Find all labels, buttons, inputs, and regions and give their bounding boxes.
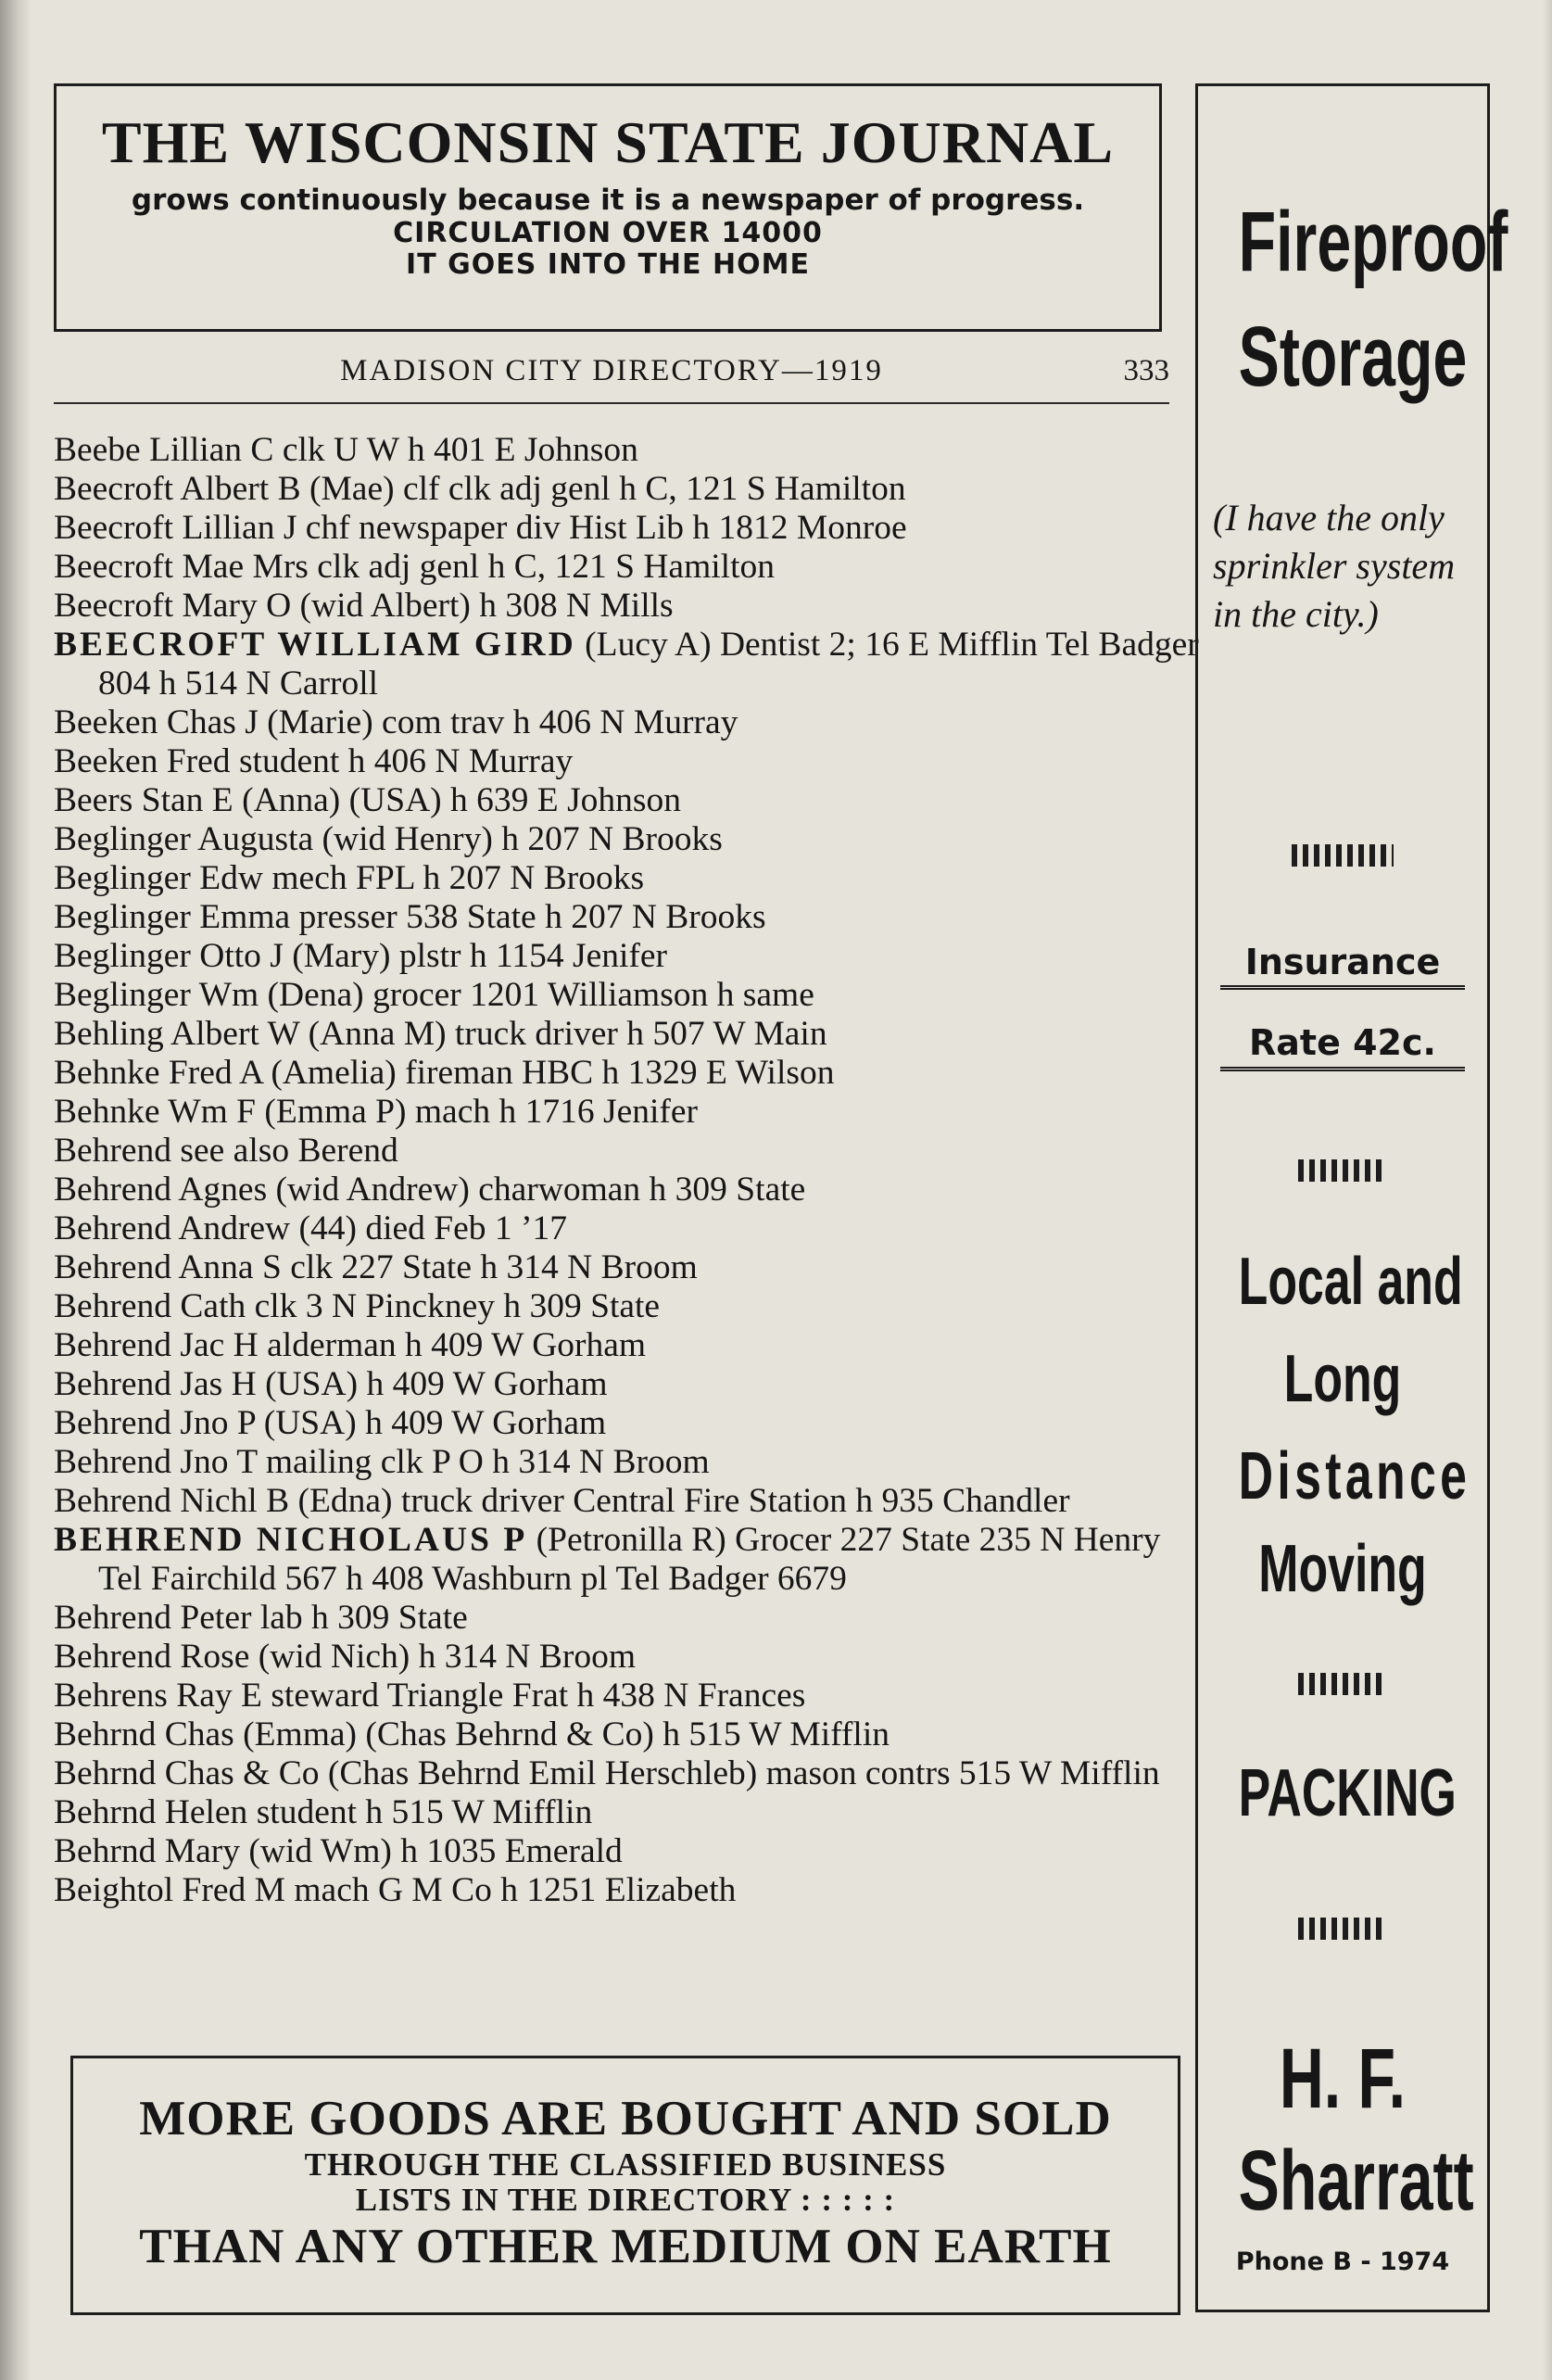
entry-details: (Anna) (USA) h 639 E Johnson — [233, 781, 682, 819]
directory-entry — [54, 1209, 1184, 1248]
directory-entry — [54, 703, 1184, 742]
directory-entry — [54, 1171, 1184, 1209]
entry-details: clk 3 N Pinckney h 309 State — [246, 1287, 661, 1325]
entry-details: (wid Henry) h 207 N Brooks — [313, 820, 723, 858]
entry-details: alderman h 409 W Gorham — [258, 1326, 647, 1364]
side-ad-proprietor: Sharratt — [1238, 2133, 1474, 2228]
entry-name: Beecroft Lillian J — [54, 509, 297, 547]
entry-name: Beglinger Wm — [54, 976, 259, 1014]
directory-entry — [54, 1132, 1184, 1171]
entry-name: Beglinger Edw — [54, 859, 263, 897]
entry-details: (Amelia) fireman HBC h 1329 E Wilson — [261, 1054, 835, 1092]
entry-details: (Emma) (Chas Behrnd & Co) h 515 W Mifflin — [233, 1715, 890, 1753]
entry-details: (wid Nich) h 314 N Broom — [249, 1638, 637, 1676]
directory-entry — [54, 1715, 1184, 1754]
entry-name: Behrnd Chas — [54, 1715, 234, 1753]
entry-name: Behnke Fred A — [54, 1054, 262, 1092]
entry-name: BEECROFT WILLIAM GIRD — [54, 626, 576, 664]
directory-entry — [54, 1832, 1184, 1871]
entry-details: mech FPL h 207 N Brooks — [263, 859, 645, 897]
directory-entry — [54, 1521, 1210, 1599]
entry-details: (Emma P) mach h 1716 Jenifer — [256, 1093, 698, 1131]
directory-entry — [54, 820, 1184, 859]
entry-details: (Chas Behrnd Emil Herschleb) mason contrs 515 W Mifflin — [319, 1754, 1160, 1792]
bottom-ad-closing: THAN ANY OTHER MEDIUM ON EARTH — [139, 2220, 1112, 2273]
entry-details: (USA) h 409 W Gorham — [255, 1404, 607, 1442]
entry-name: Behrnd Helen — [54, 1793, 248, 1831]
directory-entry — [54, 1793, 1184, 1832]
entry-name: Behrnd Mary — [54, 1832, 240, 1870]
directory-listings — [54, 431, 1199, 1910]
entry-name: Behrend Jno T — [54, 1443, 258, 1481]
side-ad-moving: Moving — [1258, 1532, 1427, 1606]
entry-name: BEHREND NICHOLAUS P — [54, 1521, 528, 1559]
entry-details: (wid Wm) h 1035 Emerald — [240, 1832, 623, 1870]
directory-entry — [54, 1677, 1184, 1715]
directory-entry — [54, 1248, 1184, 1287]
side-ad-divider-bars — [1198, 844, 1487, 867]
entry-name: Behrend Nichl B — [54, 1482, 290, 1520]
page-edge-shadow — [1543, 0, 1552, 2380]
directory-entry — [54, 1599, 1184, 1638]
entry-name: Beecroft Mae Mrs — [54, 548, 309, 586]
entry-name: Behrend Andrew — [54, 1209, 291, 1247]
entry-details: (44) died Feb 1 ’17 — [290, 1209, 568, 1247]
directory-entry — [54, 859, 1184, 898]
directory-entry — [54, 1404, 1184, 1443]
directory-entry — [54, 1287, 1184, 1326]
entry-details: (Edna) truck driver Central Fire Station h 935 Chandler — [289, 1482, 1070, 1520]
entry-name: Beglinger Augusta — [54, 820, 314, 858]
directory-entry — [54, 1015, 1184, 1054]
directory-entry — [54, 1093, 1184, 1132]
entry-name: Behnke Wm F — [54, 1093, 257, 1131]
entry-details: (Mae) clf clk adj genl h C, 121 S Hamilton — [300, 470, 906, 508]
entry-details: (Lucy A) Dentist 2; 16 E Mifflin Tel Badger 804 h 514 N Carroll — [98, 626, 1199, 703]
entry-name: Beers Stan E — [54, 781, 233, 819]
directory-entry — [54, 1871, 1184, 1910]
entry-name: Beglinger Emma — [54, 898, 291, 936]
entry-name: Behrend Jno P — [54, 1404, 256, 1442]
directory-entry — [54, 626, 1210, 703]
directory-entry — [54, 431, 1184, 470]
side-ad-phone: Phone B - 1974 — [1235, 2247, 1450, 2276]
side-ad-local: Local and — [1238, 1245, 1463, 1319]
ad-home-line: IT GOES INTO THE HOME — [406, 248, 810, 281]
directory-entry — [54, 1638, 1184, 1677]
entry-details: (USA) h 409 W Gorham — [256, 1365, 608, 1403]
directory-entry — [54, 937, 1184, 976]
entry-name: Behrend Cath — [54, 1287, 246, 1325]
entry-name: Behrend Rose — [54, 1638, 250, 1676]
side-ad-divider-bars — [1198, 1673, 1487, 1695]
entry-details: (Dena) grocer 1201 Williamson h same — [259, 976, 814, 1014]
directory-entry — [54, 548, 1184, 587]
entry-name: Beeken Chas J — [54, 703, 259, 741]
page-number: 333 — [1123, 354, 1169, 387]
directory-title: MADISON CITY DIRECTORY—1919 — [340, 354, 883, 387]
side-ad-initials: H. F. — [1279, 2032, 1407, 2126]
directory-entry — [54, 509, 1184, 548]
entry-name: Behrnd Chas & Co — [54, 1754, 320, 1792]
entry-name: Behrend Peter — [54, 1599, 252, 1637]
side-ad-fireproof: Fireproof — [1238, 195, 1508, 289]
directory-entry — [54, 1754, 1210, 1793]
sharratt-storage-ad — [1195, 83, 1508, 2312]
bottom-ad-line-2: THROUGH THE CLASSIFIED BUSINESS — [304, 2146, 947, 2183]
directory-entry — [54, 470, 1184, 509]
entry-name: Beebe Lillian C — [54, 431, 274, 469]
entry-details: student h 515 W Mifflin — [247, 1793, 593, 1831]
entry-name: Behrend Jac H — [54, 1326, 259, 1364]
directory-entry — [54, 1443, 1184, 1482]
entry-details: (Marie) com trav h 406 N Murray — [258, 703, 738, 741]
side-ad-divider-bars — [1198, 1918, 1487, 1940]
directory-entry — [54, 1326, 1184, 1365]
directory-entry — [54, 587, 1184, 626]
entry-name: Behrend — [54, 1132, 172, 1170]
side-ad-insurance: Insurance — [1220, 939, 1465, 990]
entry-details: (wid Albert) h 308 N Mills — [291, 587, 674, 625]
entry-name: Beecroft Albert B — [54, 470, 301, 508]
page-binding-shadow — [0, 0, 32, 2380]
side-ad-long: Long — [1283, 1342, 1402, 1416]
entry-details: clk U W h 401 E Johnson — [273, 431, 638, 469]
side-ad-rate: Rate 42c. — [1220, 1019, 1465, 1071]
entry-details: chf newspaper div Hist Lib h 1812 Monroe — [297, 509, 907, 547]
side-ad-storage: Storage — [1238, 310, 1468, 404]
entry-details: clk adj genl h C, 121 S Hamilton — [308, 548, 775, 586]
entry-details: (wid Andrew) charwoman h 309 State — [267, 1171, 806, 1209]
entry-name: Beeken Fred — [54, 742, 231, 780]
entry-name: Behrend Agnes — [54, 1171, 268, 1209]
entry-details: steward Triangle Frat h 438 N Frances — [261, 1677, 806, 1715]
directory-entry — [54, 1365, 1184, 1404]
bottom-ad-line-3: LISTS IN THE DIRECTORY : : : : : — [355, 2182, 896, 2218]
bottom-ad-headline: MORE GOODS ARE BOUGHT AND SOLD — [139, 2092, 1112, 2146]
entry-name: Behling Albert W — [54, 1015, 300, 1053]
ad-circulation-line: CIRCULATION OVER 14000 — [393, 217, 823, 249]
entry-name: Beglinger Otto J — [54, 937, 284, 975]
wisconsin-state-journal-ad — [54, 83, 1162, 332]
entry-details: lab h 309 State — [251, 1599, 468, 1637]
ad-newspaper-title: THE WISCONSIN STATE JOURNAL — [101, 109, 1115, 175]
ad-tagline: grows continuously because it is a newspaper of progress. — [131, 184, 1085, 217]
entry-details: see also Berend — [171, 1132, 398, 1170]
entry-name: Behrens Ray E — [54, 1677, 262, 1715]
classified-business-ad — [70, 2056, 1180, 2315]
side-ad-sprinkler-note: (I have the only sprinkler system in the city.) — [1213, 497, 1456, 635]
entry-details: mailing clk P O h 314 N Broom — [257, 1443, 710, 1481]
entry-details: (Petronilla R) Grocer 227 State 235 N Henry Tel Fairchild 567 h 408 Washburn pl Tel Badger 6679 — [98, 1521, 1161, 1598]
entry-name: Behrend Jas H — [54, 1365, 257, 1403]
entry-name: Beightol Fred M — [54, 1871, 285, 1909]
running-header — [54, 352, 1169, 404]
entry-details: (Mary) plstr h 1154 Jenifer — [283, 937, 668, 975]
directory-entry — [54, 1054, 1184, 1093]
directory-entry — [54, 1482, 1210, 1521]
entry-details: (Anna M) truck driver h 507 W Main — [299, 1015, 827, 1053]
entry-details: presser 538 State h 207 N Brooks — [290, 898, 766, 936]
entry-name: Beecroft Mary O — [54, 587, 292, 625]
directory-entry — [54, 742, 1184, 781]
side-ad-divider-bars — [1198, 1159, 1487, 1182]
directory-entry — [54, 898, 1184, 937]
side-ad-packing: PACKING — [1238, 1756, 1457, 1830]
entry-details: student h 406 N Murray — [230, 742, 574, 780]
entry-details: mach G M Co h 1251 Elizabeth — [285, 1871, 737, 1909]
entry-details: clk 227 State h 314 N Broom — [281, 1248, 698, 1286]
directory-entry — [54, 781, 1184, 820]
directory-entry — [54, 976, 1184, 1015]
entry-name: Behrend Anna S — [54, 1248, 282, 1286]
side-ad-distance: Distance — [1238, 1439, 1471, 1513]
